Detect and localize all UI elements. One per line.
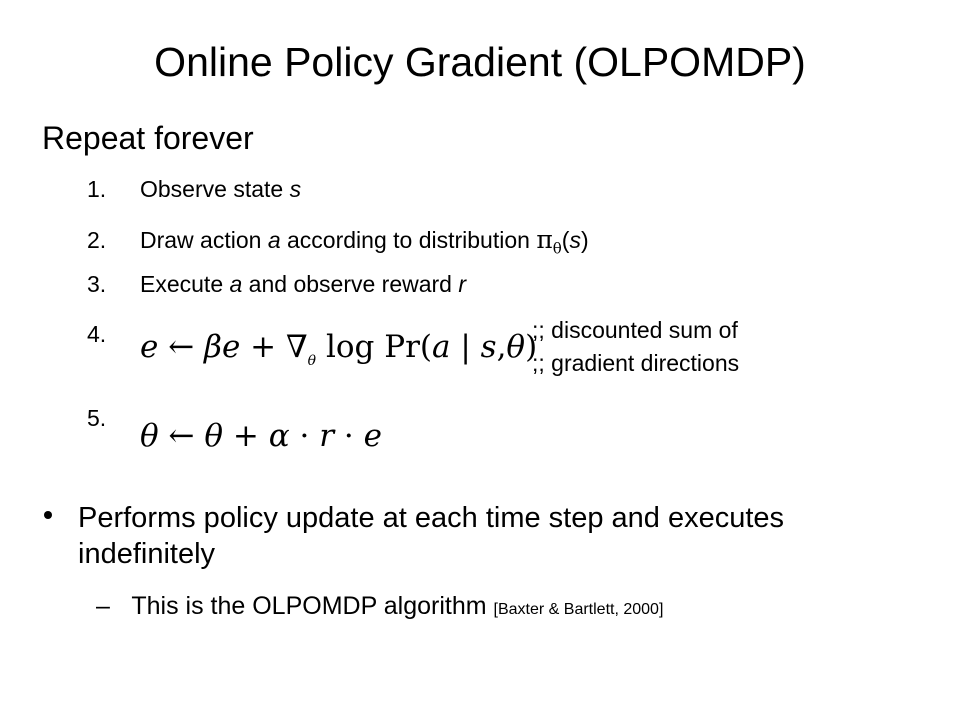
slide-title: Online Policy Gradient (OLPOMDP)	[154, 39, 806, 85]
step-number: 3.	[87, 271, 107, 297]
comment-line: ;; gradient directions	[532, 350, 740, 376]
sub-bullet-text: This is the OLPOMDP algorithm	[131, 592, 487, 620]
step-text: Draw action a according to distribution $\pi_\theta(s)$	[140, 225, 589, 258]
step-text: Observe state s	[140, 176, 302, 202]
parameter-update-equation: θ ← θ + α · r · e	[140, 418, 382, 454]
step-number: 4.	[87, 321, 107, 347]
step-number: 2.	[87, 227, 107, 253]
step-text: Execute a and observe reward r	[140, 271, 467, 297]
bullet-dot-icon	[44, 511, 52, 519]
step-number: 5.	[87, 405, 107, 431]
theta-subscript: θ	[552, 239, 562, 258]
pi-symbol: π	[536, 225, 553, 254]
sub-bullet	[96, 590, 663, 626]
step-4-comment	[532, 314, 739, 380]
dash-icon: –	[96, 592, 110, 620]
citation: [Baxter & Bartlett, 2000]	[493, 601, 664, 618]
eligibility-trace-equation: e ← $\beta e + \nabla_\theta$ log Pr(a | s,θ)	[140, 329, 538, 369]
repeat-forever-heading: Repeat forever	[42, 120, 254, 156]
step-number: 1.	[87, 176, 107, 202]
comment-line: ;; discounted sum of	[532, 317, 738, 343]
bullet-text: Performs policy update at each time step and executes indefinitely	[78, 502, 785, 570]
